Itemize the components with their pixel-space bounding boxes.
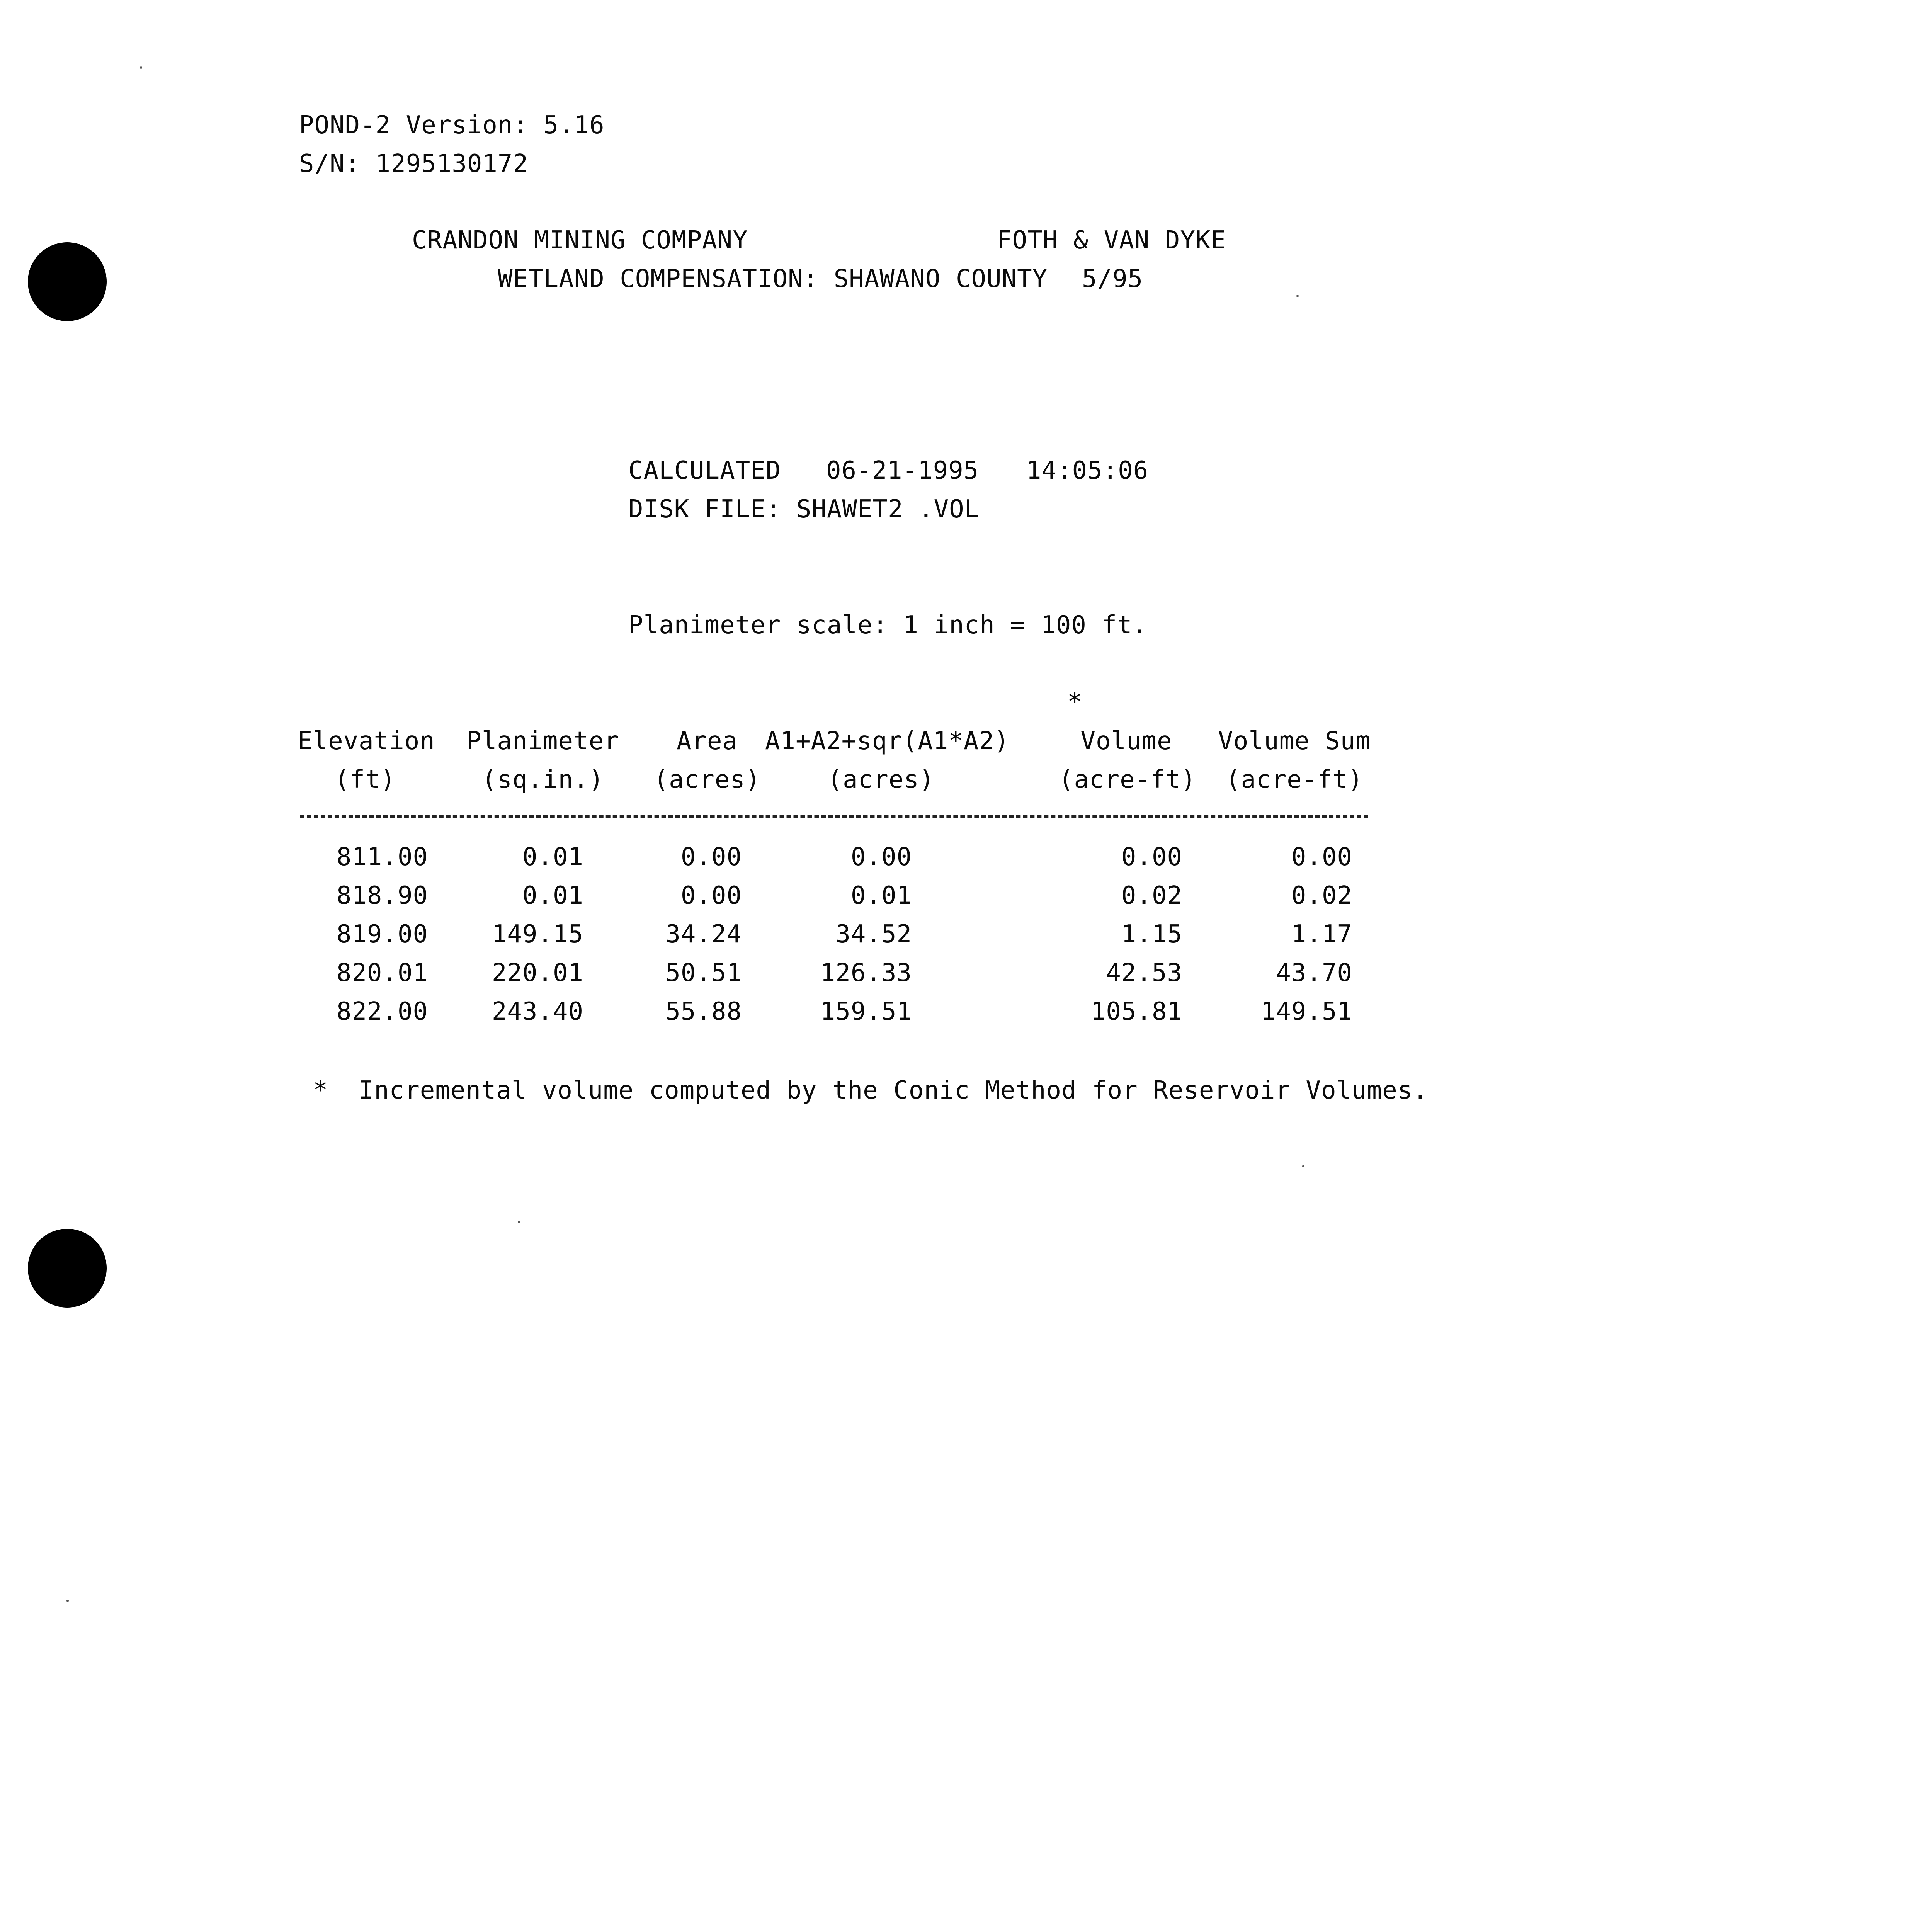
cell-volume: 42.53 (1106, 959, 1182, 987)
cell-volume-sum: 0.02 (1291, 881, 1352, 910)
cell-elevation: 822.00 (336, 997, 428, 1026)
planimeter-scale: Planimeter scale: 1 inch = 100 ft. (628, 611, 1148, 639)
col-unit-area: (acres) (653, 765, 761, 794)
cell-planimeter: 149.15 (492, 920, 583, 949)
col-unit-volume-sum: (acre-ft) (1226, 765, 1363, 794)
cell-conic-sum: 159.51 (820, 997, 912, 1026)
cell-volume-sum: 1.17 (1291, 920, 1352, 949)
table-divider (300, 815, 1368, 818)
col-header-volume-sum: Volume Sum (1218, 727, 1371, 755)
cell-volume: 0.02 (1121, 881, 1182, 910)
col-unit-elevation: (ft) (334, 765, 396, 794)
cell-area: 34.24 (665, 920, 742, 949)
col-unit-conic-sum: (acres) (827, 765, 935, 794)
col-unit-volume: (acre-ft) (1059, 765, 1196, 794)
cell-elevation: 819.00 (336, 920, 428, 949)
scan-speck (66, 1600, 69, 1602)
cell-planimeter: 243.40 (492, 997, 583, 1026)
scan-speck (1302, 1165, 1304, 1167)
calculated-time: 14:05:06 (1026, 456, 1149, 485)
date-code: 5/95 (1082, 265, 1143, 293)
col-header-conic-sum: A1+A2+sqr(A1*A2) (765, 727, 1010, 755)
cell-volume-sum: 0.00 (1291, 843, 1352, 871)
cell-planimeter: 0.01 (522, 881, 583, 910)
program-version: POND-2 Version: 5.16 (299, 111, 605, 139)
cell-volume: 1.15 (1121, 920, 1182, 949)
col-header-volume: Volume (1080, 727, 1172, 755)
cell-conic-sum: 0.00 (850, 843, 912, 871)
disk-file: DISK FILE: SHAWET2 .VOL (628, 495, 980, 524)
col-header-planimeter: Planimeter (466, 727, 619, 755)
cell-conic-sum: 0.01 (850, 881, 912, 910)
consultant-name: FOTH & VAN DYKE (997, 226, 1226, 255)
cell-conic-sum: 126.33 (820, 959, 912, 987)
scan-speck (1296, 295, 1299, 297)
cell-area: 0.00 (680, 881, 742, 910)
col-unit-planimeter: (sq.in.) (481, 765, 604, 794)
cell-planimeter: 220.01 (492, 959, 583, 987)
client-name: CRANDON MINING COMPANY (412, 226, 748, 255)
footnote: * Incremental volume computed by the Conic Method for Reservoir Volumes. (313, 1076, 1428, 1105)
project-title: WETLAND COMPENSATION: SHAWANO COUNTY (498, 265, 1048, 293)
scan-speck (518, 1221, 520, 1223)
calculated-label: CALCULATED (628, 456, 781, 485)
serial-number: S/N: 1295130172 (299, 150, 528, 178)
cell-volume: 0.00 (1121, 843, 1182, 871)
cell-planimeter: 0.01 (522, 843, 583, 871)
cell-elevation: 811.00 (336, 843, 428, 871)
cell-area: 50.51 (665, 959, 742, 987)
scan-speck (140, 66, 142, 69)
cell-volume-sum: 149.51 (1260, 997, 1352, 1026)
cell-volume-sum: 43.70 (1276, 959, 1352, 987)
cell-area: 55.88 (665, 997, 742, 1026)
volume-asterisk: * (1067, 688, 1083, 716)
cell-volume: 105.81 (1090, 997, 1182, 1026)
col-header-elevation: Elevation (298, 727, 435, 755)
col-header-area: Area (676, 727, 738, 755)
cell-conic-sum: 34.52 (835, 920, 912, 949)
cell-elevation: 820.01 (336, 959, 428, 987)
binder-hole-top (28, 242, 107, 321)
calculated-date: 06-21-1995 (826, 456, 979, 485)
cell-elevation: 818.90 (336, 881, 428, 910)
cell-area: 0.00 (680, 843, 742, 871)
binder-hole-middle (28, 1229, 107, 1308)
